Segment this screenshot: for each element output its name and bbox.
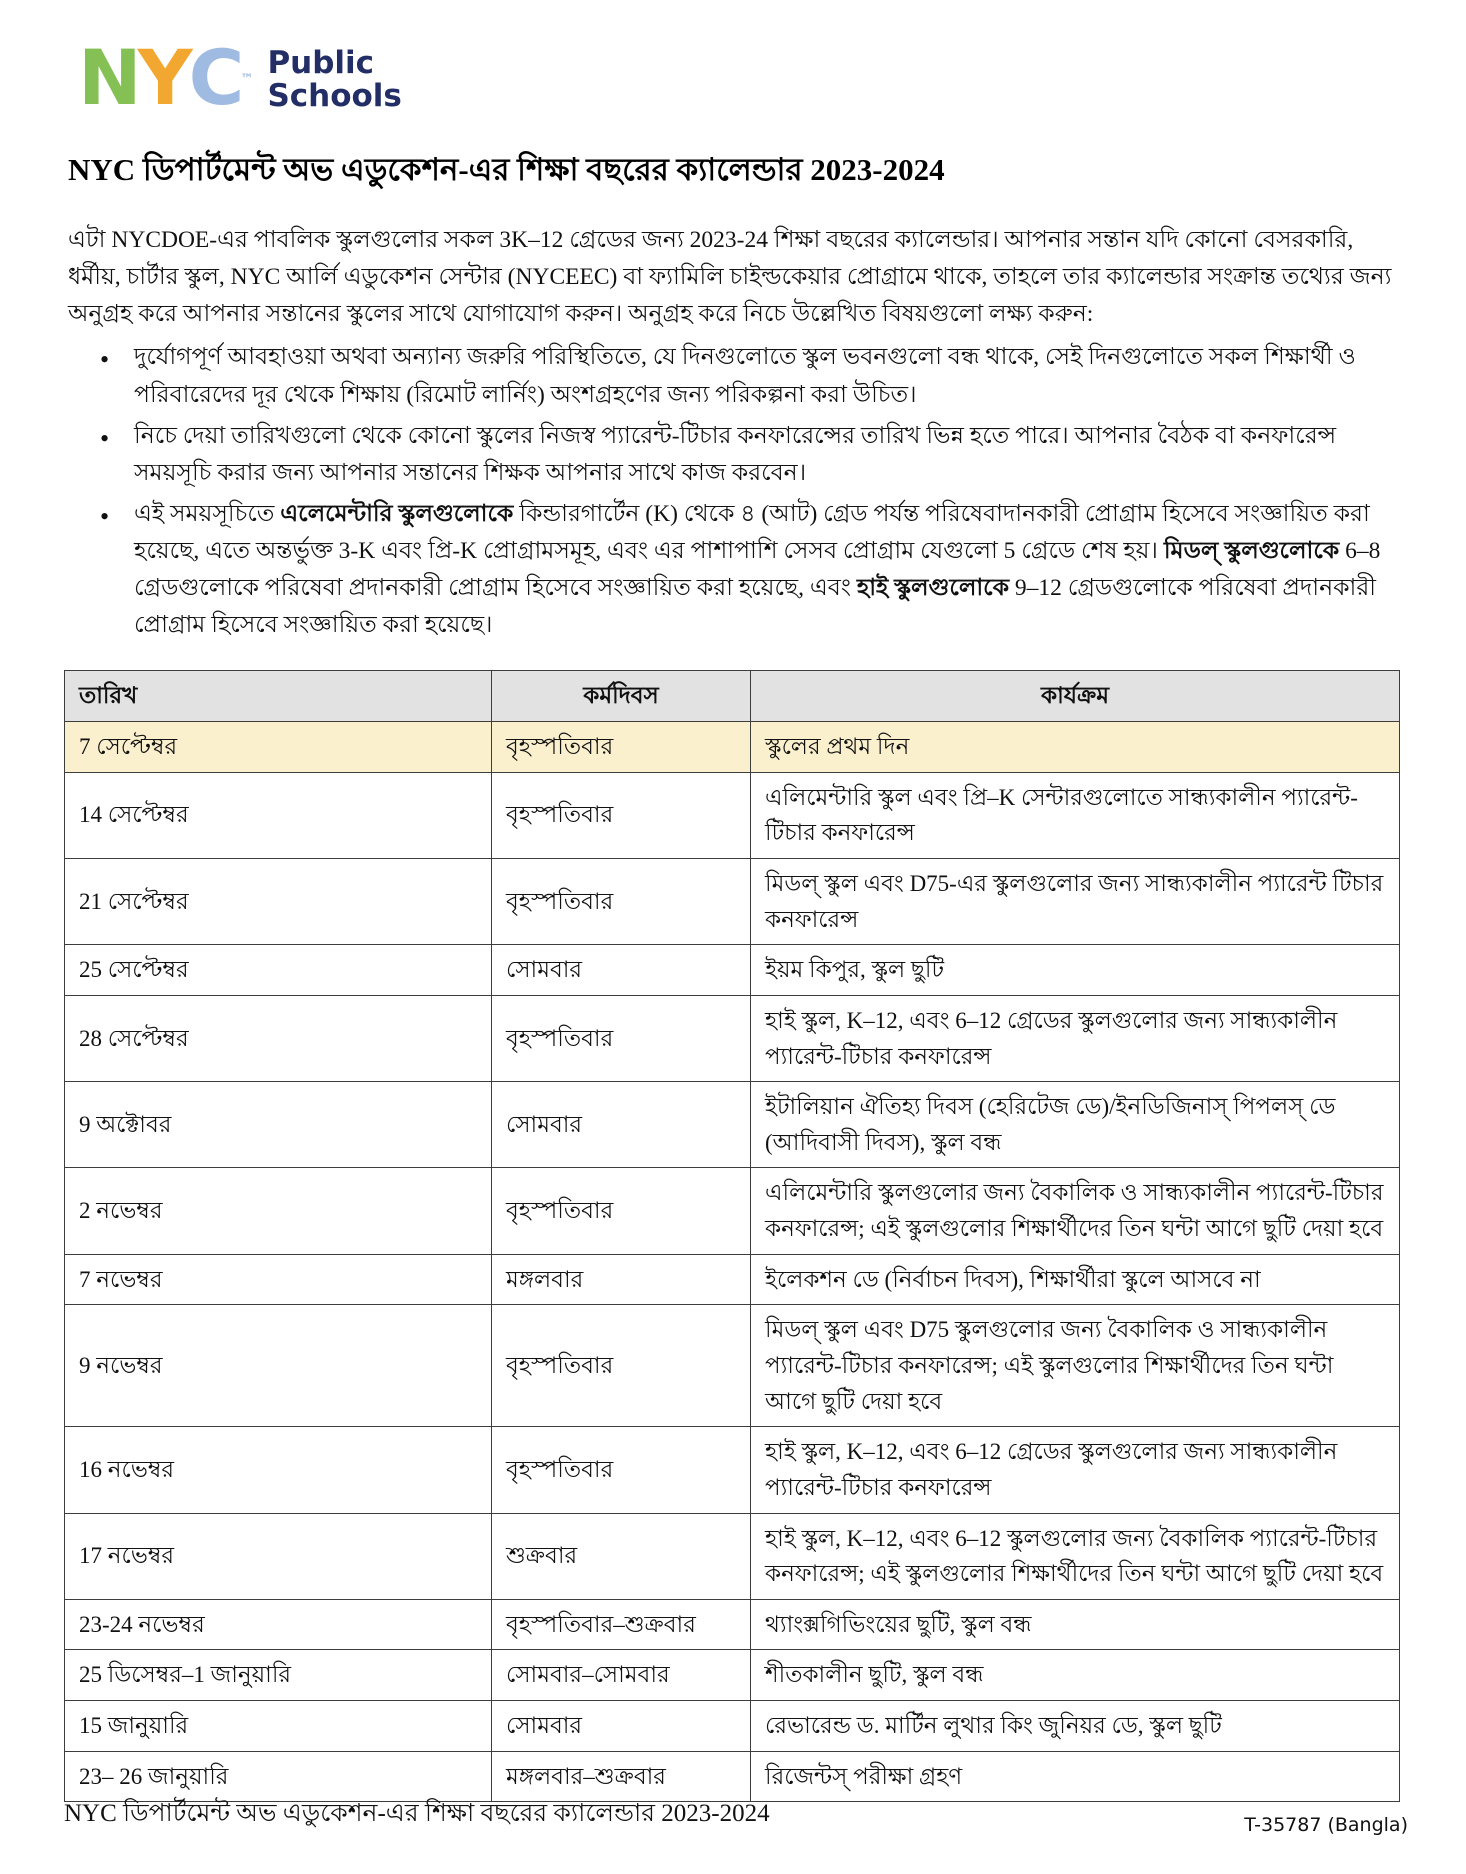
- date-cell: 2 নভেম্বর: [65, 1168, 492, 1254]
- logo-wordmark-line2: Schools: [267, 78, 402, 114]
- table-row: [65, 772, 1400, 858]
- bullet3-text: 9–12 গ্রেডগুলোকে পরিষেবা প্রদানকারী প্রোগ্রাম হিসেবে সংজ্ঞায়িত করা হয়েছে।: [134, 575, 1377, 639]
- date-cell: 23-24 নভেম্বর: [65, 1599, 492, 1650]
- day-cell: বৃহস্পতিবার: [492, 858, 751, 944]
- table-header-row: [65, 671, 1400, 722]
- table-row: [65, 1599, 1400, 1650]
- column-header-activity: কার্যক্রম: [751, 671, 1400, 722]
- date-cell: 7 নভেম্বর: [65, 1254, 492, 1305]
- column-header-date: তারিখ: [65, 671, 492, 722]
- page-footer: [64, 1793, 1408, 1836]
- day-cell: বৃহস্পতিবার: [492, 1427, 751, 1513]
- table-row: [65, 1082, 1400, 1168]
- date-cell: 17 নভেম্বর: [65, 1513, 492, 1599]
- nyc-logo-icon: [78, 33, 254, 122]
- table-row: [65, 1701, 1400, 1752]
- activity-cell: হাই স্কুল, K–12, এবং 6–12 গ্রেডের স্কুলগুলোর জন্য সান্ধ্যকালীন প্যারেন্ট-টিচার কনফারেন্স: [751, 995, 1400, 1081]
- activity-cell: এলিমেন্টারি স্কুলগুলোর জন্য বৈকালিক ও সান্ধ্যকালীন প্যারেন্ট-টিচার কনফারেন্স; এই স্কুলগুলোর শিক্ষার্থীদের তিন ঘন্টা আগে ছুটি দেয়া হবে: [751, 1168, 1400, 1254]
- table-row: [65, 945, 1400, 996]
- table-row: [65, 1254, 1400, 1305]
- date-cell: 9 নভেম্বর: [65, 1305, 492, 1427]
- day-cell: সোমবার: [492, 945, 751, 996]
- date-cell: 21 সেপ্টেম্বর: [65, 858, 492, 944]
- logo-letter-n: N: [78, 33, 138, 122]
- table-row: [65, 1427, 1400, 1513]
- date-cell: 7 সেপ্টেম্বর: [65, 722, 492, 773]
- date-cell: 25 সেপ্টেম্বর: [65, 945, 492, 996]
- date-cell: 15 জানুয়ারি: [65, 1701, 492, 1752]
- day-cell: শুক্রবার: [492, 1513, 751, 1599]
- day-cell: বৃহস্পতিবার: [492, 995, 751, 1081]
- activity-cell: শীতকালীন ছুটি, স্কুল বন্ধ: [751, 1650, 1400, 1701]
- activity-cell: রিজেন্টস্ পরীক্ষা গ্রহণ: [751, 1751, 1400, 1802]
- date-cell: 23– 26 জানুয়ারি: [65, 1751, 492, 1802]
- bullet-item-conference-dates: • নিচে দেয়া তারিখগুলো থেকে কোনো স্কুলের নিজস্ব প্যারেন্ট-টিচার কনফারেন্সের তারিখ ভিন্ন হতে পারে। আপনার বৈঠক বা কনফারেন্স সময়সূচি করার জন্য আপনার সন্তানের শিক্ষক আপনার সাথে কাজ করবেন।: [100, 418, 1400, 492]
- bullet3-bold-middle: মিডল্ স্কুলগুলোকে: [1163, 538, 1340, 564]
- logo-letter-y: Y: [137, 33, 189, 122]
- day-cell: বৃহস্পতিবার: [492, 772, 751, 858]
- activity-cell: ইয়ম কিপুর, স্কুল ছুটি: [751, 945, 1400, 996]
- activity-cell: ইটালিয়ান ঐতিহ্য দিবস (হেরিটেজ ডে)/ইনডিজিনাস্ পিপলস্ ডে (আদিবাসী দিবস), স্কুল বন্ধ: [751, 1082, 1400, 1168]
- activity-cell: ইলেকশন ডে (নির্বাচন দিবস), শিক্ষার্থীরা স্কুলে আসবে না: [751, 1254, 1400, 1305]
- activity-cell: স্কুলের প্রথম দিন: [751, 722, 1400, 773]
- bullet3-text: 6–8 গ্রেডগুলোকে পরিষেবা প্রদানকারী প্রোগ্রাম হিসেবে সংজ্ঞায়িত করা হয়েছে, এবং: [134, 538, 1381, 602]
- bullet3-text: এই সময়সূচিতে: [134, 500, 281, 527]
- trademark-symbol: ™: [240, 72, 254, 87]
- activity-cell: রেভারেন্ড ড. মার্টিন লুথার কিং জুনিয়র ডে, স্কুল ছুটি: [751, 1701, 1400, 1752]
- table-row: [65, 995, 1400, 1081]
- date-cell: 25 ডিসেম্বর–1 জানুয়ারি: [65, 1650, 492, 1701]
- table-row: [65, 1513, 1400, 1599]
- day-cell: সোমবার: [492, 1701, 751, 1752]
- activity-cell: মিডল্ স্কুল এবং D75-এর স্কুলগুলোর জন্য সান্ধ্যকালীন প্যারেন্ট টিচার কনফারেন্স: [751, 858, 1400, 944]
- nyc-public-schools-logo: [78, 33, 1402, 122]
- day-cell: সোমবার: [492, 1082, 751, 1168]
- table-row: [65, 1650, 1400, 1701]
- date-cell: 28 সেপ্টেম্বর: [65, 995, 492, 1081]
- activity-cell: হাই স্কুল, K–12, এবং 6–12 স্কুলগুলোর জন্য বৈকালিক প্যারেন্ট-টিচার কনফারেন্স; এই স্কুলগুলোর শিক্ষার্থীদের তিন ঘন্টা আগে ছুটি দেয়া হবে: [751, 1513, 1400, 1599]
- day-cell: বৃহস্পতিবার: [492, 1305, 751, 1427]
- calendar-table: [64, 670, 1400, 1802]
- day-cell: সোমবার–সোমবার: [492, 1650, 751, 1701]
- activity-cell: হাই স্কুল, K–12, এবং 6–12 গ্রেডের স্কুলগুলোর জন্য সান্ধ্যকালীন প্যারেন্ট-টিচার কনফারেন্স: [751, 1427, 1400, 1513]
- footer-document-code: T-35787 (Bangla): [1244, 1814, 1408, 1836]
- bullet-item-emergency: • দুর্যোগপূর্ণ আবহাওয়া অথবা অন্যান্য জরুরি পরিস্থিতিতে, যে দিনগুলোতে স্কুল ভবনগুলো বন্ধ থাকে, সেই দিনগুলোতে সকল শিক্ষার্থী ও পরিবারেদের দূর থেকে শিক্ষায় (রিমোট লার্নিং) অংশগ্রহণের জন্য পরিকল্পনা করা উচিত।: [100, 339, 1400, 413]
- bullet-item-school-definitions: [100, 496, 1400, 645]
- intro-paragraph: এটা NYCDOE-এর পাবলিক স্কুলগুলোর সকল 3K–12 গ্রেডের জন্য 2023-24 শিক্ষা বছরের ক্যালেন্ডার। আপনার সন্তান যদি কোনো বেসরকারি, ধর্মীয়, চার্টার স্কুল, NYC আর্লি এডুকেশন সেন্টার (NYCEEC) বা ফ্যামিলি চাইল্ডকেয়ার প্রোগ্রামে থাকে, তাহলে তার ক্যালেন্ডার সংক্রান্ত তথ্যের জন্য অনুগ্রহ করে আপনার সন্তানের স্কুলের সাথে যোগাযোগ করুন। অনুগ্রহ করে নিচে উল্লেখিত বিষয়গুলো লক্ষ্য করুন:: [68, 227, 1392, 328]
- logo-wordmark: [267, 44, 402, 114]
- day-cell: মঙ্গলবার–শুক্রবার: [492, 1751, 751, 1802]
- bullet3-bold-high: হাই স্কুলগুলোকে: [856, 575, 1010, 602]
- bullet3-bold-elementary: এলেমেন্টারি স্কুলগুলোকে: [280, 500, 514, 527]
- logo-letter-c: C: [188, 33, 241, 122]
- day-cell: বৃহস্পতিবার–শুক্রবার: [492, 1599, 751, 1650]
- date-cell: 14 সেপ্টেম্বর: [65, 772, 492, 858]
- activity-cell: এলিমেন্টারি স্কুল এবং প্রি–K সেন্টারগুলোতে সান্ধ্যকালীন প্যারেন্ট-টিচার কনফারেন্স: [751, 772, 1400, 858]
- bullet3-text: কিন্ডারগার্টেন (K) থেকে ৪ (আট) গ্রেড পর্যন্ত পরিষেবাদানকারী প্রোগ্রাম হিসেবে সংজ্ঞায়িত করা হয়েছে, এতে অন্তর্ভুক্ত 3-K এবং প্রি-K প্রোগ্রামসমূহ, এবং এর পাশাপাশি সেসব প্রোগ্রাম যেগুলো 5 গ্রেডে শেষ হয়।: [134, 500, 1370, 564]
- notes-bullet-list: [64, 339, 1400, 644]
- logo-wordmark-line1: Public: [267, 44, 375, 81]
- footer-title: NYC ডিপার্টমেন্ট অভ এডুকেশন-এর শিক্ষা বছরের ক্যালেন্ডার 2023-2024: [64, 1800, 770, 1827]
- table-row: [65, 1168, 1400, 1254]
- table-row-first-day: [65, 722, 1400, 773]
- date-cell: 16 নভেম্বর: [65, 1427, 492, 1513]
- page-title: NYC ডিপার্টমেন্ট অভ এডুকেশন-এর শিক্ষা বছরের ক্যালেন্ডার 2023-2024: [68, 152, 945, 187]
- table-row: [65, 1305, 1400, 1427]
- column-header-day: কর্মদিবস: [492, 671, 751, 722]
- date-cell: 9 অক্টোবর: [65, 1082, 492, 1168]
- activity-cell: মিডল্ স্কুল এবং D75 স্কুলগুলোর জন্য বৈকালিক ও সান্ধ্যকালীন প্যারেন্ট-টিচার কনফারেন্স; এই স্কুলগুলোর শিক্ষার্থীদের তিন ঘন্টা আগে ছুটি দেয়া হবে: [751, 1305, 1400, 1427]
- table-row: [65, 858, 1400, 944]
- day-cell: বৃহস্পতিবার: [492, 1168, 751, 1254]
- day-cell: মঙ্গলবার: [492, 1254, 751, 1305]
- day-cell: বৃহস্পতিবার: [492, 722, 751, 773]
- activity-cell: থ্যাংক্সগিভিংয়ের ছুটি, স্কুল বন্ধ: [751, 1599, 1400, 1650]
